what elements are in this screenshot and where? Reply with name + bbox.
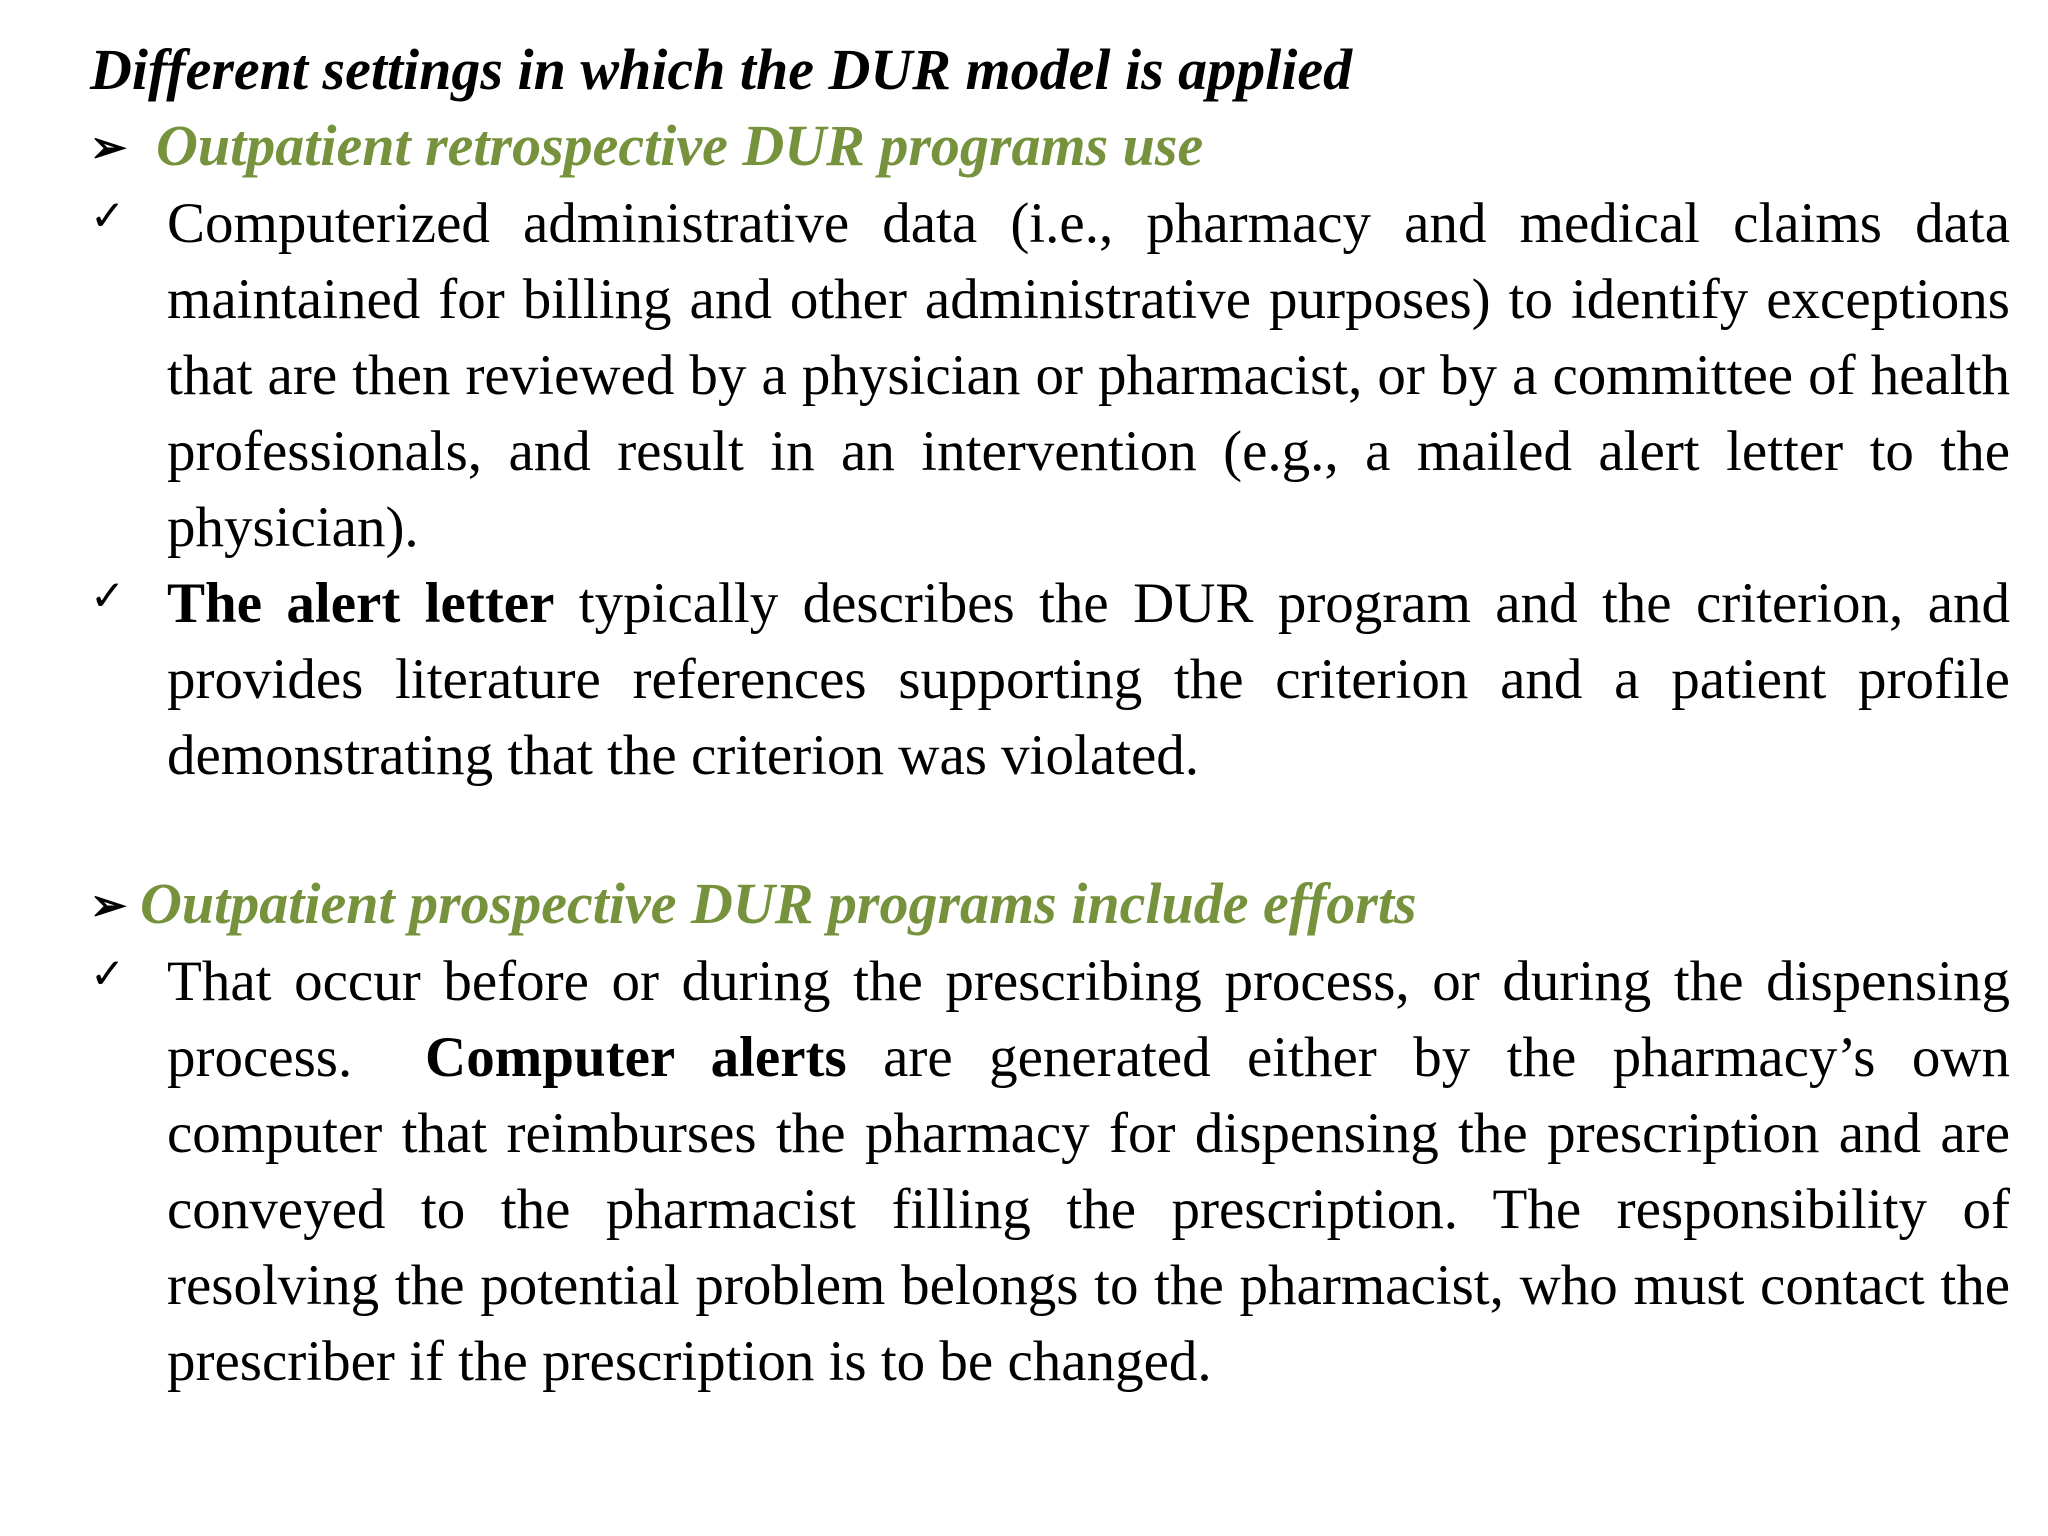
bullet-text [167,186,2010,566]
checkmark-icon: ✓ [90,571,126,620]
section-heading-text: Outpatient prospective DUR programs include efforts [140,871,1417,936]
bullet-text [167,944,2025,1400]
slide-title: Different settings in which the DUR model is applied [90,37,1353,102]
section-heading-prospective [90,866,1417,944]
bullet-text [167,566,2010,794]
bullet-body: are generated either by the pharmacy’s own computer that reimburses the pharmacy for dispensing the prescription and are conveyed to the pharmacist filling the prescription. The responsibility of resolving the potential problem belongs to the pharmacist, who must contact the prescriber if the prescription is to be changed. [167,1026,2010,1393]
arrow-bullet-icon: ➢ [90,123,127,172]
bullet-body: Computerized administrative data (i.e., pharmacy and medical claims data maintained for billing and other administrative purposes) to identify exceptions that are then reviewed by a physician or pharmacist, or by a committee of health professionals, and result in an intervention (e.g., a mailed alert letter to the physician). [167,192,2010,559]
checkmark-icon: ✓ [90,949,126,998]
checkmark-icon: ✓ [90,191,126,240]
section-heading-retrospective [90,108,1203,186]
section-heading-text: Outpatient retrospective DUR programs use [156,113,1204,178]
bullet-emphasis: The alert letter [167,572,555,635]
bullet-body: typically describes the DUR program and the criterion, and provides literature references supporting the criterion and a patient profile demonstrating that the criterion was violated. [167,572,2010,787]
bullet-lead: That occur before or during the prescribing process, or during the dispensing process. [167,950,2025,1089]
bullet-emphasis: Computer alerts [425,1026,847,1089]
arrow-bullet-icon: ➢ [90,881,127,930]
